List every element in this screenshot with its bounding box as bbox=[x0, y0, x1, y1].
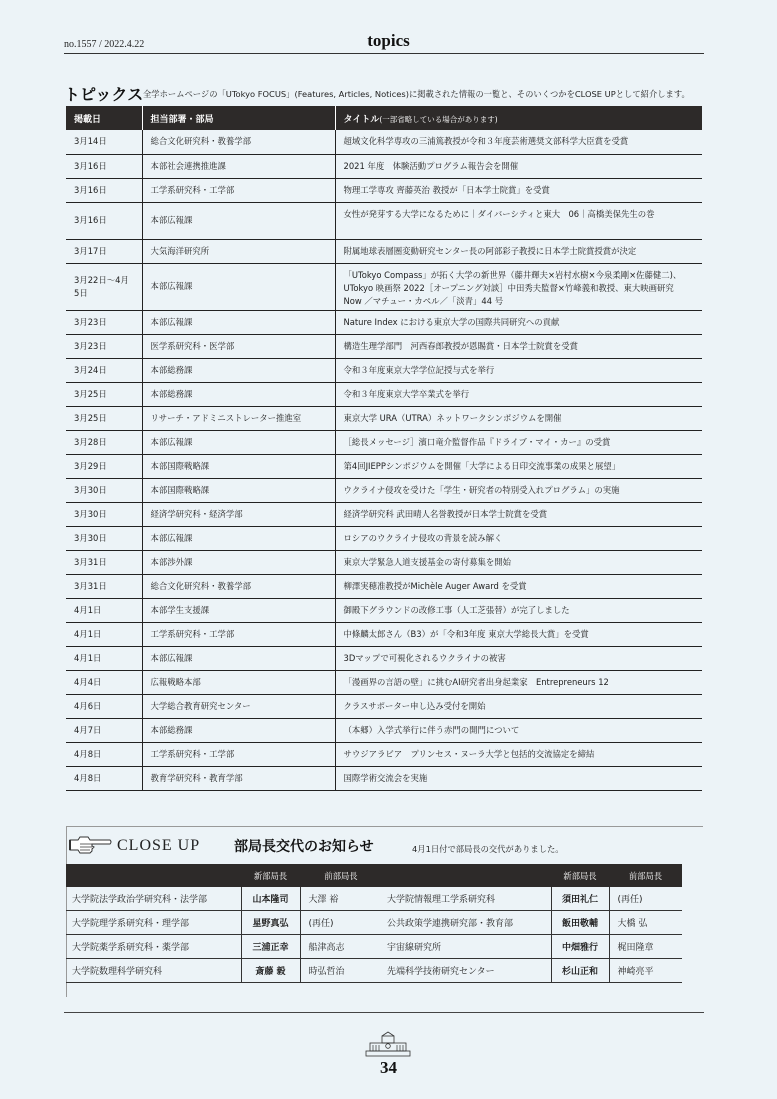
topic-dept: 本部総務課 bbox=[142, 718, 335, 742]
topic-dept: 大気海洋研究所 bbox=[142, 239, 335, 263]
topic-date: 4月8日 bbox=[66, 742, 142, 766]
topic-date: 4月8日 bbox=[66, 766, 142, 790]
heads-left-body bbox=[66, 887, 382, 983]
topic-row bbox=[66, 263, 702, 310]
topic-dept: 工学系研究科・工学部 bbox=[142, 742, 335, 766]
heads-left-header-new: 新部局長 bbox=[241, 864, 300, 887]
topic-dept: 工学系研究科・工学部 bbox=[142, 622, 335, 646]
topic-dept: 広報戦略本部 bbox=[142, 670, 335, 694]
topic-title: 3Dマップで可視化されるウクライナの被害 bbox=[335, 646, 702, 670]
topic-title: 「UTokyo Compass」が拓く大学の新世界（藤井輝夫×岩村水樹×今泉柔剛×佐藤健二)、UTokyo 映画祭 2022［オープニング対談］中田秀夫監督×竹峰義和教授、東大映画研究 Now ／マチュー・カペル／「淡青」44 号 bbox=[335, 263, 702, 310]
topic-title: 御殿下グラウンドの改修工事（人工芝張替）が完了しました bbox=[335, 598, 702, 622]
header-date: 掲載日 bbox=[66, 106, 142, 130]
topic-title: （本郷）入学式挙行に伴う赤門の開門について bbox=[335, 718, 702, 742]
topic-dept: 本部広報課 bbox=[142, 430, 335, 454]
head-new: 飯田敬輔 bbox=[551, 911, 609, 935]
topic-dept: 本部渉外課 bbox=[142, 550, 335, 574]
closeup-title: 部局長交代のお知らせ bbox=[234, 839, 374, 855]
topic-title: 中條麟太郎さん（B3）が「令和3年度 東京大学総長大賞」を受賞 bbox=[335, 622, 702, 646]
topic-row bbox=[66, 646, 702, 670]
topic-row bbox=[66, 622, 702, 646]
topic-date: 3月23日 bbox=[66, 334, 142, 358]
topic-dept: 本部国際戦略課 bbox=[142, 478, 335, 502]
head-dept: 大学院数理科学研究科 bbox=[66, 959, 241, 983]
topic-title: ウクライナ侵攻を受けた「学生・研究者の特別受入れプログラム」の実施 bbox=[335, 478, 702, 502]
topic-dept: 本部広報課 bbox=[142, 202, 335, 239]
topic-date: 3月29日 bbox=[66, 454, 142, 478]
topic-dept: 総合文化研究科・教養学部 bbox=[142, 130, 335, 154]
head-dept: 公共政策学連携研究部・教育部 bbox=[381, 911, 551, 935]
heads-table-left bbox=[66, 864, 382, 983]
issue-number: no.1557 / 2022.4.22 bbox=[64, 39, 145, 50]
heads-left-header-prev: 前部局長 bbox=[300, 864, 382, 887]
head-dept: 大学院理学系研究科・理学部 bbox=[66, 911, 241, 935]
head-change-row bbox=[66, 887, 382, 911]
heads-left-header-row bbox=[66, 864, 382, 887]
running-title: topics bbox=[367, 31, 410, 50]
topic-row bbox=[66, 310, 702, 334]
topic-dept: 教育学研究科・教育学部 bbox=[142, 766, 335, 790]
topic-date: 4月1日 bbox=[66, 598, 142, 622]
topics-header-row bbox=[66, 106, 702, 130]
topic-title: 東京大学緊急人道支援基金の寄付募集を開始 bbox=[335, 550, 702, 574]
topic-row bbox=[66, 358, 702, 382]
topic-date: 4月7日 bbox=[66, 718, 142, 742]
topic-dept: 本部国際戦略課 bbox=[142, 454, 335, 478]
topic-row bbox=[66, 598, 702, 622]
header-title-note: (一部省略している場合があります) bbox=[379, 114, 498, 124]
topic-date: 3月17日 bbox=[66, 239, 142, 263]
topic-title: 附属地球表層圏変動研究センター長の阿部彩子教授に日本学士院賞授賞が決定 bbox=[335, 239, 702, 263]
yasuda-auditorium-icon bbox=[365, 1031, 411, 1057]
topic-row bbox=[66, 670, 702, 694]
topic-date: 4月4日 bbox=[66, 670, 142, 694]
topic-dept: 医学系研究科・医学部 bbox=[142, 334, 335, 358]
topic-row bbox=[66, 239, 702, 263]
topic-date: 3月25日 bbox=[66, 382, 142, 406]
topic-dept: 本部広報課 bbox=[142, 263, 335, 310]
topic-date: 3月31日 bbox=[66, 550, 142, 574]
section-title: トピックス bbox=[64, 85, 144, 104]
topic-row bbox=[66, 406, 702, 430]
head-new: 山本隆司 bbox=[241, 887, 300, 911]
head-prev: (再任) bbox=[609, 887, 682, 911]
topic-title: 超域文化科学専攻の三浦篤教授が令和３年度芸術選奨文部科学大臣賞を受賞 bbox=[335, 130, 702, 154]
topic-dept: 本部広報課 bbox=[142, 526, 335, 550]
topic-dept: 本部社会連携推進課 bbox=[142, 154, 335, 178]
head-prev: (再任) bbox=[300, 911, 382, 935]
topic-date: 3月30日 bbox=[66, 478, 142, 502]
footer-rule bbox=[64, 1012, 704, 1013]
topic-date: 4月1日 bbox=[66, 646, 142, 670]
topic-date: 3月16日 bbox=[66, 154, 142, 178]
heads-left-header-dept bbox=[66, 864, 241, 887]
topic-row bbox=[66, 502, 702, 526]
topic-row bbox=[66, 550, 702, 574]
heads-right-header-row bbox=[381, 864, 682, 887]
topic-date: 3月14日 bbox=[66, 130, 142, 154]
topic-date: 3月25日 bbox=[66, 406, 142, 430]
topic-row bbox=[66, 742, 702, 766]
topic-dept: 本部広報課 bbox=[142, 310, 335, 334]
topic-date: 3月30日 bbox=[66, 502, 142, 526]
topic-date: 4月6日 bbox=[66, 694, 142, 718]
heads-table-right bbox=[381, 864, 682, 983]
head-new: 須田礼仁 bbox=[551, 887, 609, 911]
topic-date: 4月1日 bbox=[66, 622, 142, 646]
topics-body bbox=[66, 130, 702, 790]
head-prev: 神崎亮平 bbox=[609, 959, 682, 983]
head-dept: 宇宙線研究所 bbox=[381, 935, 551, 959]
topic-row bbox=[66, 718, 702, 742]
topics-table bbox=[66, 106, 702, 791]
topic-title: 東京大学 URA（UTRA）ネットワークシンポジウムを開催 bbox=[335, 406, 702, 430]
topic-dept: 本部総務課 bbox=[142, 358, 335, 382]
topic-row bbox=[66, 574, 702, 598]
topic-row bbox=[66, 454, 702, 478]
closeup-note: 4月1日付で部局長の交代がありました。 bbox=[412, 844, 564, 854]
closeup-label: CLOSE UP bbox=[117, 837, 201, 854]
topic-row bbox=[66, 766, 702, 790]
topic-dept: 本部広報課 bbox=[142, 646, 335, 670]
topic-dept: 経済学研究科・経済学部 bbox=[142, 502, 335, 526]
topic-dept: 本部学生支援課 bbox=[142, 598, 335, 622]
topic-row bbox=[66, 334, 702, 358]
topic-title: 経済学研究科 武田晴人名誉教授が日本学士院賞を受賞 bbox=[335, 502, 702, 526]
topic-title: 国際学術交流会を実施 bbox=[335, 766, 702, 790]
topic-date: 3月31日 bbox=[66, 574, 142, 598]
head-change-row bbox=[381, 959, 682, 983]
topic-dept: 総合文化研究科・教養学部 bbox=[142, 574, 335, 598]
topic-date: 3月22日〜4月5日 bbox=[66, 263, 142, 310]
head-change-row bbox=[381, 911, 682, 935]
topic-date: 3月16日 bbox=[66, 202, 142, 239]
heads-right-header-prev: 前部局長 bbox=[609, 864, 682, 887]
topic-dept: リサーチ・アドミニストレーター推進室 bbox=[142, 406, 335, 430]
head-change-row bbox=[66, 935, 382, 959]
head-new: 斎藤 毅 bbox=[241, 959, 300, 983]
topic-row bbox=[66, 154, 702, 178]
heads-right-body bbox=[381, 887, 682, 983]
head-dept: 大学院情報理工学系研究科 bbox=[381, 887, 551, 911]
heads-right-header-new: 新部局長 bbox=[551, 864, 609, 887]
header-rule bbox=[64, 53, 704, 54]
head-new: 中畑雅行 bbox=[551, 935, 609, 959]
pointing-hand-icon bbox=[68, 834, 112, 856]
head-dept: 先端科学技術研究センター bbox=[381, 959, 551, 983]
topic-title: サウジアラビア プリンセス・ヌーラ大学と包括的交流協定を締結 bbox=[335, 742, 702, 766]
topic-row bbox=[66, 202, 702, 239]
head-new: 星野真弘 bbox=[241, 911, 300, 935]
head-prev: 大澤 裕 bbox=[300, 887, 382, 911]
head-change-row bbox=[381, 935, 682, 959]
topic-title: クラスサポーター申し込み受付を開始 bbox=[335, 694, 702, 718]
topic-title: 物理工学専攻 齊藤英治 教授が「日本学士院賞」を受賞 bbox=[335, 178, 702, 202]
topic-row bbox=[66, 382, 702, 406]
head-prev: 時弘哲治 bbox=[300, 959, 382, 983]
topic-row bbox=[66, 526, 702, 550]
topic-title: ［総長メッセージ］濱口竜介監督作品『ドライブ・マイ・カー』の受賞 bbox=[335, 430, 702, 454]
topic-row bbox=[66, 178, 702, 202]
heads-right-header-dept bbox=[381, 864, 551, 887]
topic-row bbox=[66, 478, 702, 502]
head-prev: 船津高志 bbox=[300, 935, 382, 959]
header-dept: 担当部署・部局 bbox=[142, 106, 335, 130]
topic-title: ロシアのウクライナ侵攻の背景を読み解く bbox=[335, 526, 702, 550]
header-title-label: タイトル bbox=[343, 114, 380, 125]
topic-date: 3月28日 bbox=[66, 430, 142, 454]
topic-row bbox=[66, 430, 702, 454]
head-change-row bbox=[66, 911, 382, 935]
topic-dept: 大学総合教育研究センター bbox=[142, 694, 335, 718]
topic-dept: 本部総務課 bbox=[142, 382, 335, 406]
topic-title: 女性が発芽する大学になるために｜ダイバーシティと東大 06｜高橋美保先生の巻 bbox=[335, 202, 702, 239]
head-change-row bbox=[381, 887, 682, 911]
topic-date: 3月16日 bbox=[66, 178, 142, 202]
topic-dept: 工学系研究科・工学部 bbox=[142, 178, 335, 202]
topic-title: 令和３年度東京大学卒業式を挙行 bbox=[335, 382, 702, 406]
header-title bbox=[335, 106, 702, 130]
head-new: 杉山正和 bbox=[551, 959, 609, 983]
page-number: 34 bbox=[380, 1058, 397, 1077]
topic-title: 「漫画界の言語の壁」に挑むAI研究者出身起業家 Entrepreneurs 12 bbox=[335, 670, 702, 694]
topic-title: 構造生理学部門 河西春郎教授が恩賜賞・日本学士院賞を受賞 bbox=[335, 334, 702, 358]
section-description: 全学ホームページの「UTokyo FOCUS」(Features, Articles, Notices)に掲載された情報の一覧と、そのいくつかをCLOSE UPとして紹介します。 bbox=[143, 89, 690, 99]
topic-title: 令和３年度東京大学学位記授与式を挙行 bbox=[335, 358, 702, 382]
topic-title: 2021 年度 体験活動プログラム報告会を開催 bbox=[335, 154, 702, 178]
head-prev: 大橋 弘 bbox=[609, 911, 682, 935]
topic-row bbox=[66, 694, 702, 718]
head-dept: 大学院薬学系研究科・薬学部 bbox=[66, 935, 241, 959]
topic-date: 3月23日 bbox=[66, 310, 142, 334]
head-new: 三浦正幸 bbox=[241, 935, 300, 959]
topic-title: Nature Index における東京大学の国際共同研究への貢献 bbox=[335, 310, 702, 334]
head-dept: 大学院法学政治学研究科・法学部 bbox=[66, 887, 241, 911]
topic-title: 第4回JIEPPシンポジウムを開催「大学による日印交流事業の成果と展望」 bbox=[335, 454, 702, 478]
topic-date: 3月30日 bbox=[66, 526, 142, 550]
topic-row bbox=[66, 130, 702, 154]
topic-date: 3月24日 bbox=[66, 358, 142, 382]
topic-title: 柳澤実穂准教授がMichèle Auger Award を受賞 bbox=[335, 574, 702, 598]
head-change-row bbox=[66, 959, 382, 983]
head-prev: 梶田隆章 bbox=[609, 935, 682, 959]
